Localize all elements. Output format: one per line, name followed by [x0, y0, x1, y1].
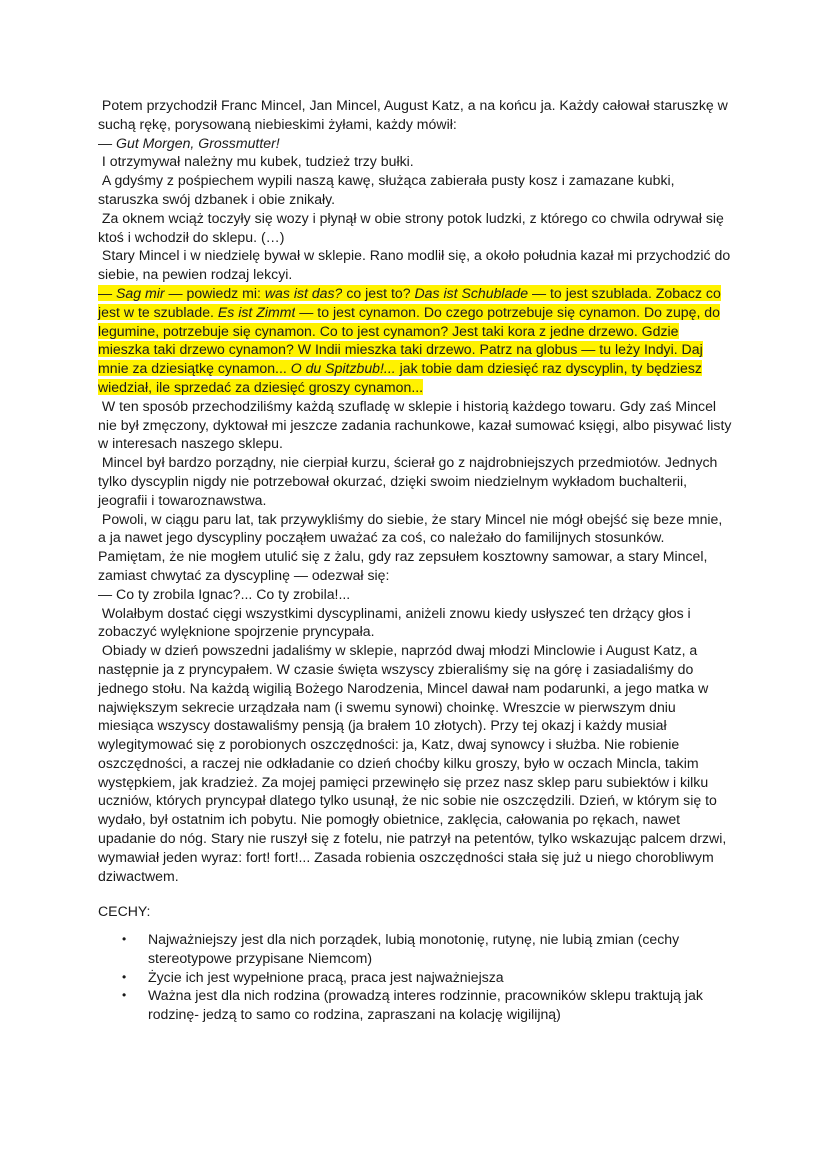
paragraph-dinners: Obiady w dzień powszedni jadaliśmy w sklepie, naprzód dwaj młodzi Minclowie i August Katz, a następnie ja z pryncypałem. W czasie święta wszyscy zbieraliśmy się na górę i zasiadaliśmy do jednego stołu. Na każdą wigilią Bożego Narodzenia, Mincel dawał nam podarunki, a jego matka w największym sekrecie urządzała nam (i swemu synowi) choinkę. Wreszcie w pierwszym dniu miesiąca wszyscy dostawaliśmy pensją (ja brałem 10 złotych). Przy tej okazj i każdy musiał wylegitymować się z porobionych oszczędności: ja, Katz, dwaj synowcy i służba. Nie robienie oszczędności, a raczej nie odkładanie co dzień choćby kilku groszy, było w oczach Mincla, takim występkiem, jak kradzież. Za mojej pamięci przewinęło się przez nasz sklep paru subiektów i kilku uczniów, których pryncypał dlatego tylko usunął, że nic sobie nie oszczędzili. Dzień, w którym się to wydało, był ostatnim ich pobytu. Nie pomogły obietnice, zaklęcia, całowania po rękach, nawet upadanie do nóg. Stary nie ruszył się z fotelu, nie patrzył na petentów, tylko wskazując palcem drzwi, wymawiał jeden wyraz: fort! fort!... Zasada robienia oszczędności stała się już u niego chorobliwym dziwactwem.	[98, 642, 727, 884]
paragraph-greeting	[98, 134, 732, 153]
paragraph-window: Za oknem wciąż toczyły się wozy i płynął w obie strony potok ludzki, z którego co chwila odrywał się ktoś i wchodził do sklepu. (…)	[98, 209, 724, 245]
highlight-segment: — to jest szublada. Zobacz co jest w te szublade.	[98, 284, 721, 320]
greeting-italic: Gut Morgen, Grossmutter!	[116, 134, 280, 151]
paragraph-samovar: Powoli, w ciągu paru lat, tak przywykliśmy do siebie, że stary Mincel nie mógł obejść się beze mnie, a ja nawet jego dyscypliny począłem uważać za coś, co należało do familijnych stosunków. Pamiętam, że nie mogłem utulić się z żalu, gdy raz zepsułem kosztowny samowar, a stary Mincel, zamiast chwytać za dyscyplinę — odezwał się:	[98, 510, 723, 583]
dash: —	[98, 134, 117, 151]
bullet-icon: •	[122, 988, 127, 1003]
list-item	[118, 930, 728, 968]
list-item-text: Ważna jest dla nich rodzina (prowadzą interes rodzinnie, pracowników sklepu traktują jak rodzinę- jedzą to samo co rodzina, zapraszani na kolację wigilijną)	[148, 987, 703, 1023]
highlight-segment: jak tobie dam dziesięć raz dyscyplin, ty będziesz wiedział, ile sprzedać za dziesięć groszy cynamon...	[98, 360, 702, 395]
list-item-text: Życie ich jest wypełnione pracą, praca jest najważniejsza	[148, 968, 504, 985]
paragraph-whips: Wolałbym dostać cięgi wszystkimi dyscyplinami, aniżeli znowu kiedy usłyszeć ten drżący głos i zobaczyć wylęknione spojrzenie pryncypała.	[98, 604, 691, 640]
list-item	[118, 968, 728, 987]
highlight-italic: Das ist Schublade	[414, 284, 529, 301]
list-item	[118, 986, 728, 1024]
list-item-text: Najważniejszy jest dla nich porządek, lubią monotonię, rutynę, nie lubią zmian (cechy stereotypowe przypisane Niemcom)	[148, 931, 680, 966]
bullet-icon: •	[122, 969, 127, 984]
highlight-segment: —	[98, 284, 117, 301]
bullet-icon: •	[122, 932, 127, 946]
highlight-italic: Es ist Zimmt	[217, 303, 296, 320]
paragraph-tidy: Mincel był bardzo porządny, nie cierpiał kurzu, ścierał go z najdrobniejszych przedmiotów. Jednych tylko dyscyplin nigdy nie potrzebował okurzać, dzięki swoim niedzielnym wykładom buchalterii, jeografii i towaroznawstwa.	[98, 454, 718, 508]
highlight-segment: — to jest cynamon. Do czego potrzebuje się cynamon. Do zupę, do legumine, potrzebuje się cynamon. Co to jest cynamon? Jest taki kora z jedne drzewo. Gdzie mieszka taki drzewo cynamon? W Indii mieszka taki drzewo. Patrz na globus — tu leży Indyi. Daj mnie za dziesiątkę cynamon...	[98, 303, 720, 377]
traits-list	[118, 930, 728, 1024]
paragraph-coffee: A gdyśmy z pośpiechem wypili naszą kawę, służąca zabierała pusty kosz i zamazane kubki, staruszka swój dzbanek i obie znikały.	[98, 172, 675, 207]
highlight-segment: — powiedz mi:	[164, 284, 265, 301]
cechy-heading: CECHY:	[98, 903, 151, 919]
highlight-italic: Sag mir	[116, 284, 165, 301]
paragraph-kubek: I otrzymywał należny mu kubek, tudzież trzy bułki.	[101, 153, 414, 170]
paragraph-arrival: Potem przychodził Franc Mincel, Jan Mincel, August Katz, a na końcu ja. Każdy całował staruszkę w suchą rękę, porysowaną niebieskimi żyłami, każdy mówił:	[98, 97, 728, 132]
paragraph-drawers: W ten sposób przechodziliśmy każdą szufladę w sklepie i historią każdego towaru. Gdy zaś Mincel nie był zmęczony, dyktował mi jeszcze zadania rachunkowe, kazał sumować księgi, albo pisywać listy w interesach naszego sklepu.	[98, 397, 732, 452]
paragraph-quote: — Co ty zrobila Ignac?... Co ty zrobila!...	[98, 585, 351, 602]
paragraph-sunday: Stary Mincel i w niedzielę bywał w sklepie. Rano modlił się, a około południa kazał mi przychodzić do siebie, na pewien rodzaj lekcyi.	[98, 247, 731, 283]
highlight-italic: O du Spitzbub!...	[290, 360, 396, 377]
paragraph-lesson-highlighted	[98, 284, 732, 397]
highlight-italic: was ist das?	[264, 284, 343, 301]
highlight-segment: co jest to?	[342, 284, 415, 301]
